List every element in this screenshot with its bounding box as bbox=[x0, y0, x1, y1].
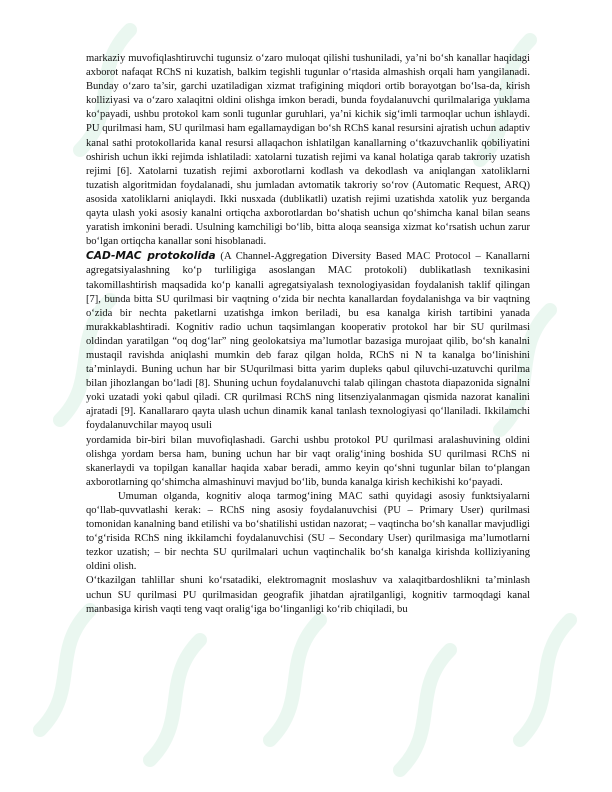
paragraph-5: O‘tkazilgan tahlillar shuni ko‘rsatadiki, elektromagnit moslashuv va xalaqitbardoshlikni ta’minlash uchun SU qurilmasi PU qurilmasidan geografik jihatdan ajratilganligi, kognitiv tarmoqdagi kanal manbasiga kirish vaqti teng vaqt oralig‘iga bo‘linganligi ko‘rib chiqiladi, bu bbox=[86, 575, 530, 615]
paragraph-2-body: (A Channel-Aggregation Diversity Based MAC Protocol – Kanallarni agregatsiyalashning ko‘p turliligiga asoslangan MAC protokoli) dublikatlash texnikasini takomillashtirish maqsadida ko‘p kanalli agregatsiyalash texnologiyasidan foydalanish taklif qilingan [7], bunda bitta SU qurilmasi bir vaqtning o‘zida bir nechta kanallardan foydalanishga va bir vaqtning o‘zida bir nechta paketlarni uzatishga imkon beriladi, bu esa kanalga kirish tartibini yanada murakkablashtiradi. Kognitiv radio uchun taqsimlangan kooperativ protokol har bir SU qurilmasi oldindan yaratilgan “oq dog‘lar” ning geolokatsiya ma’lumotlar bazasiga murojaat qilib, bo‘sh kanalni mustaqil ravishda aniqlashi mumkin deb faraz qilgan holda, RChS ni N ta kanalga bo‘linishini ta’minlaydi. Buning uchun har bir SUqurilmasi bitta yarim dupleks qabul qiluvchi-uzatuvchi qurilma bilan jihozlangan bo‘ladi [8]. Shuning uchun foydalanuvchi talab qilingan chastota diapazonida signalni yoki uzatadi yoki qabul qiladi. CR qurilmasi RChS ning litsenziyalanmagan qismida nazorat kanalini ajratadi [9]. Kanallararo qayta ulash uchun dinamik kanal tanlash texnologiyasi qo‘llaniladi. Ikkilamchi foydalanuvchilar mayoq usuli bbox=[86, 251, 530, 432]
paragraph-4: Umuman olganda, kognitiv aloqa tarmog‘ining MAC sathi quyidagi asosiy funktsiyalarni qo‘llab-quvvatlashi kerak: – RChS ning asosiy foydalanuvchisi (PU – Primary User) qurilmasi tomonidan kanalning band etilishi va bo‘shatilishi ustidan nazorat; – vaqtincha bo‘sh kanallar mavjudligi to‘g‘risida RChS ning ikkilamchi foydalanuvchisi (SU – Secondary User) qurilmasiga ma’lumotlarni tezkor uzatish; – bir nechta SU qurilmalari uchun vaqtinchalik bo‘sh kanalga kirishda kolliziyaning oldini olish. bbox=[86, 490, 530, 573]
paragraph-2 bbox=[86, 249, 530, 433]
document-page bbox=[86, 52, 530, 617]
section-heading-cad-mac: CAD-MAC protokolida bbox=[86, 250, 216, 263]
paragraph-3: yordamida bir-biri bilan muvofiqlashadi. Garchi ushbu protokol PU qurilmasi aralashuvining oldini olishga yordam bersa ham, buning uchun har bir vaqt oralig‘ining boshida SU qurilmasi RChS ni skanerlaydi va topilgan kanallar haqida xabar beradi, ammo keyin qo‘shni tugunlar bilan to‘plangan axborotlarning qo‘shimcha almashinuvi mavjud bo‘lib, bunda kanalga kirish kechikishi ko‘payadi. bbox=[86, 434, 530, 488]
paragraph-1: markaziy muvofiqlashtiruvchi tugunsiz o‘zaro muloqat qilishi tushuniladi, ya’ni bo‘sh kanallar haqidagi axborot nafaqat RChS ni kuzatish, balkim tegishli tugunlar o‘rtasida almashish orqali ham yangilanadi. Bunday o‘zaro ta’sir, garchi uzatiladigan xizmat trafigining miqdori ortib borayotgan bo‘lsa-da, kirish kolliziyasi va o‘zaro xalaqitni oldini olishga imkon beradi, bunda foydalanuvchi qurilmalariga yuklama ko‘payadi, ushbu protokol kam sonli tugunlar guruhlari, ya’ni kichik sig‘imli tarmoqlar uchun ishlaydi. PU qurilmasi ham, SU qurilmasi ham egallamaydigan bo‘sh RChS kanal resursini ajratish uchun adaptiv kanal sathi protokollarida kanal resursi allaqachon ishlatilgan kanallarning o‘tkazuvchanlik qobiliyatini oshirish uchun ikki rejimda ishlatiladi: xatolarni tuzatish rejimi va kanal holatiga qarab takroriy uzatish rejimi [6]. Xatolarni tuzatish rejimi axborotlarni kodlash va dekodlash va aniqlangan xatoliklarni tuzatish algoritmidan foydalanadi, shu jumladan avtomatik takroriy so‘rov (Automatic Request, ARQ) asosida xatoliklarni aniqlaydi. Ikki nusxada (dublikatli) uzatish rejimi uzatishda xatolik yuz berganda qayta ulash yoki asosiy kanalni ortiqcha axborotlardan bo‘shatish uchun qo‘shimcha kanal bilan seans yaratish imkonini beradi. Usulning kamchiligi bo‘lib, bitta aloqa seansiga xizmat ko‘rsatish uchun zarur bo‘lgan ortiqcha kanallar soni hisoblanadi. bbox=[86, 53, 530, 248]
